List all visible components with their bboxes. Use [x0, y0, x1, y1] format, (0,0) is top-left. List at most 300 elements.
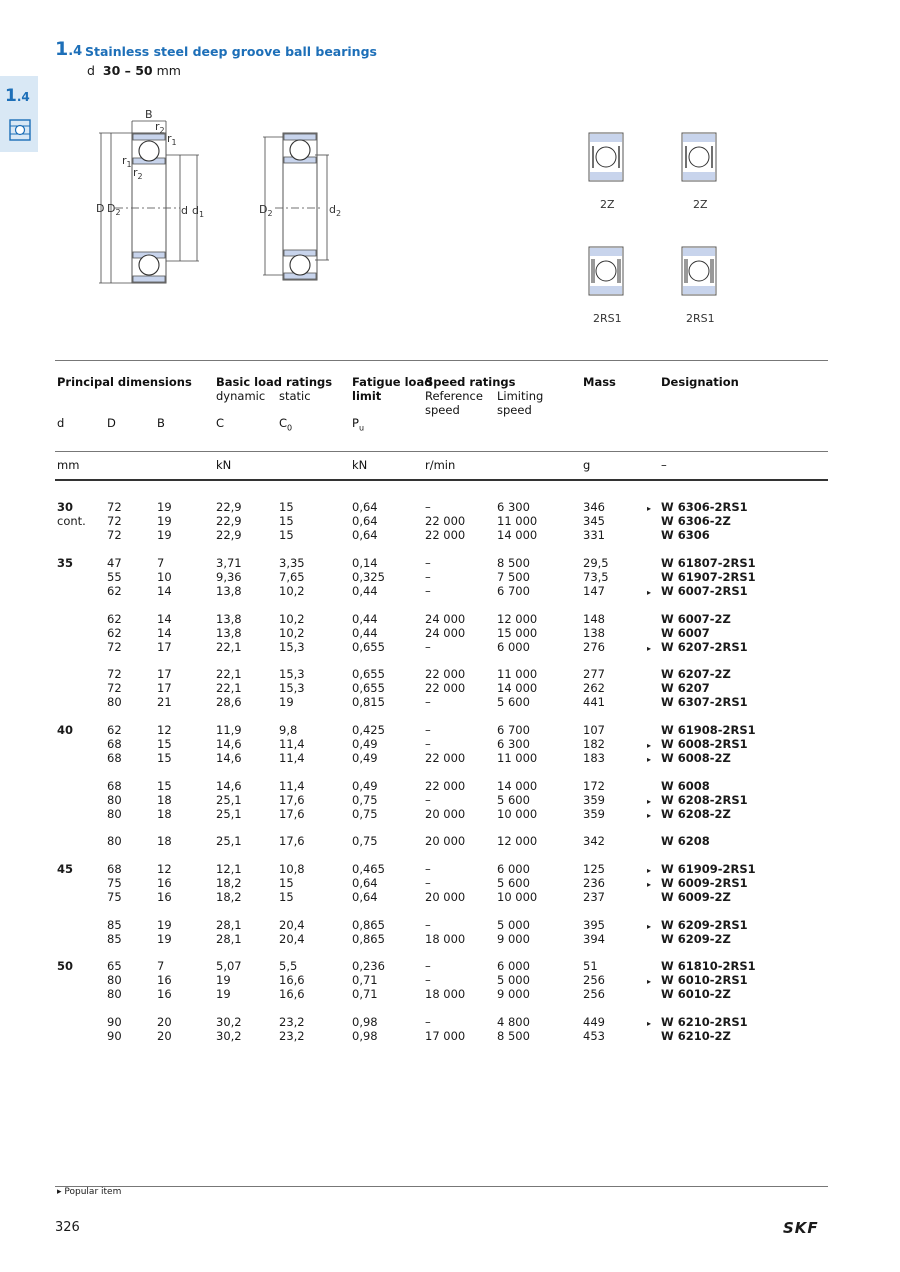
popular-marker-icon: ▸: [647, 922, 652, 931]
cell-mass: 51: [583, 959, 598, 973]
cell-ref: –: [425, 918, 431, 932]
cell-c0: 20,4: [279, 932, 305, 946]
cell-mass: 395: [583, 918, 605, 932]
header-fatigue: Fatigue load: [352, 375, 433, 389]
cell-lim: 7 500: [497, 570, 530, 584]
cell-pu: 0,75: [352, 834, 378, 848]
cell-pu: 0,98: [352, 1015, 378, 1029]
cell-pu: 0,14: [352, 556, 378, 570]
symbol-C: C: [216, 416, 225, 430]
cell-pu: 0,655: [352, 640, 385, 654]
cell-d: 72: [107, 500, 122, 514]
cell-lim: 6 300: [497, 500, 530, 514]
cell-mass: 345: [583, 514, 605, 528]
cell-b: 18: [157, 834, 172, 848]
cell-ref: –: [425, 500, 431, 514]
cell-designation: W 6306-2Z: [661, 514, 731, 528]
cell-d: 62: [107, 723, 122, 737]
cell-b: 15: [157, 737, 172, 751]
cell-c: 5,07: [216, 959, 242, 973]
cell-c0: 23,2: [279, 1015, 305, 1029]
popular-marker-icon: ▸: [647, 797, 652, 806]
cell-designation: W 6007-2RS1: [661, 584, 748, 598]
variant-label: 2Z: [600, 198, 615, 211]
label-D: D: [96, 202, 105, 215]
cell-b: 15: [157, 751, 172, 765]
cell-mass: 359: [583, 793, 605, 807]
cell-d: 50: [57, 959, 74, 973]
cell-c0: 16,6: [279, 987, 305, 1001]
cell-designation: W 6208: [661, 834, 710, 848]
cell-ref: –: [425, 737, 431, 751]
popular-marker-icon: ▸: [647, 1019, 652, 1028]
cell-b: 15: [157, 779, 172, 793]
cell-ref: 22 000: [425, 667, 466, 681]
variant-label: 2Z: [693, 198, 708, 211]
cell-b: 20: [157, 1029, 172, 1043]
cell-d: 75: [107, 876, 122, 890]
cell-pu: 0,49: [352, 751, 378, 765]
cell-pu: 0,425: [352, 723, 385, 737]
cell-d: 45: [57, 862, 74, 876]
cell-d: 62: [107, 612, 122, 626]
cell-mass: 183: [583, 751, 605, 765]
unit-kN: kN: [216, 458, 232, 472]
cell-lim: 11 000: [497, 667, 538, 681]
cell-c: 14,6: [216, 737, 242, 751]
cell-c0: 17,6: [279, 793, 305, 807]
cell-pu: 0,865: [352, 932, 385, 946]
cell-lim: 9 000: [497, 932, 530, 946]
label-D2: $D_2$: [107, 202, 121, 218]
cell-b: 19: [157, 500, 172, 514]
cell-b: 21: [157, 695, 172, 709]
header-mass: Mass: [583, 375, 616, 389]
cell-designation: W 6010-2RS1: [661, 973, 748, 987]
cell-lim: 5 600: [497, 876, 530, 890]
cell-c: 22,9: [216, 528, 242, 542]
label-d2-sealed: $d_2$: [329, 203, 342, 219]
variant-2z-drawing: [588, 132, 626, 184]
cell-d: 80: [107, 834, 122, 848]
cell-c0: 19: [279, 695, 294, 709]
cell-b: 18: [157, 793, 172, 807]
cell-designation: W 6208-2RS1: [661, 793, 748, 807]
cell-designation: W 6009-2RS1: [661, 876, 748, 890]
cell-b: 17: [157, 667, 172, 681]
cell-c: 18,2: [216, 876, 242, 890]
cell-lim: 14 000: [497, 779, 538, 793]
cell-pu: 0,64: [352, 500, 378, 514]
cell-ref: –: [425, 695, 431, 709]
cell-b: 12: [157, 723, 172, 737]
cell-d: 90: [107, 1029, 122, 1043]
cell-c0: 15: [279, 890, 294, 904]
cell-mass: 29,5: [583, 556, 609, 570]
cell-ref: –: [425, 570, 431, 584]
cell-mass: 441: [583, 695, 605, 709]
cell-c0: 20,4: [279, 918, 305, 932]
cell-mass: 236: [583, 876, 605, 890]
cell-c0: 15,3: [279, 681, 305, 695]
cell-mass: 182: [583, 737, 605, 751]
cell-pu: 0,49: [352, 737, 378, 751]
cell-mass: 394: [583, 932, 605, 946]
cell-designation: W 6306-2RS1: [661, 500, 748, 514]
cell-mass: 449: [583, 1015, 605, 1029]
cell-c: 22,9: [216, 514, 242, 528]
popular-marker-icon: ▸: [57, 1187, 62, 1197]
cell-d: 80: [107, 973, 122, 987]
variant-2rs1-drawing: [588, 246, 626, 298]
cell-c0: 10,2: [279, 612, 305, 626]
cell-ref: 18 000: [425, 987, 466, 1001]
cell-ref: 20 000: [425, 890, 466, 904]
cell-ref: –: [425, 793, 431, 807]
cell-designation: W 6209-2Z: [661, 932, 731, 946]
cell-d: 80: [107, 987, 122, 1001]
cell-lim: 12 000: [497, 834, 538, 848]
cell-designation: W 6210-2Z: [661, 1029, 731, 1043]
cell-designation: W 61810-2RS1: [661, 959, 756, 973]
cell-b: 16: [157, 973, 172, 987]
cell-c: 22,1: [216, 640, 242, 654]
cell-ref: –: [425, 640, 431, 654]
cell-d: cont.: [57, 514, 86, 528]
cell-d: 72: [107, 528, 122, 542]
unit-kN: kN: [352, 458, 368, 472]
cell-b: 7: [157, 959, 165, 973]
popular-marker-icon: ▸: [647, 588, 652, 597]
label-r2-top: $r_2$: [155, 120, 165, 136]
page-number: 326: [55, 1220, 80, 1235]
unit-mm: mm: [57, 458, 80, 472]
cell-mass: 346: [583, 500, 605, 514]
cell-lim: 14 000: [497, 681, 538, 695]
table-units-rule: [55, 451, 828, 452]
cell-b: 16: [157, 890, 172, 904]
cell-ref: –: [425, 1015, 431, 1029]
cell-lim: 5 000: [497, 918, 530, 932]
cell-designation: W 6008: [661, 779, 710, 793]
cell-designation: W 61907-2RS1: [661, 570, 756, 584]
cell-c0: 17,6: [279, 834, 305, 848]
cell-ref: 24 000: [425, 612, 466, 626]
cell-lim: 14 000: [497, 528, 538, 542]
cell-pu: 0,465: [352, 862, 385, 876]
cell-d: 72: [107, 667, 122, 681]
cell-pu: 0,865: [352, 918, 385, 932]
cell-designation: W 6008-2Z: [661, 751, 731, 765]
cell-mass: 342: [583, 834, 605, 848]
cell-lim: 6 300: [497, 737, 530, 751]
cell-b: 14: [157, 612, 172, 626]
cell-c0: 15: [279, 528, 294, 542]
variant-2z-drawing-2: [681, 132, 719, 184]
cell-c: 28,1: [216, 918, 242, 932]
header-reference: Reference: [425, 389, 483, 403]
section-number: 1.4: [55, 38, 83, 60]
cell-mass: 73,5: [583, 570, 609, 584]
cell-ref: 22 000: [425, 514, 466, 528]
header-basic-load-ratings: Basic load ratings: [216, 375, 333, 389]
cell-c0: 11,4: [279, 737, 305, 751]
popular-marker-icon: ▸: [647, 504, 652, 513]
popular-marker-icon: ▸: [647, 644, 652, 653]
cell-lim: 5 000: [497, 973, 530, 987]
symbol-D: D: [107, 416, 116, 430]
cell-b: 7: [157, 556, 165, 570]
cell-pu: 0,44: [352, 584, 378, 598]
header-limiting: Limiting: [497, 389, 544, 403]
cell-ref: 24 000: [425, 626, 466, 640]
cell-d: 85: [107, 932, 122, 946]
cell-c: 25,1: [216, 834, 242, 848]
cell-d: 68: [107, 862, 122, 876]
header-reference-speed: speed: [425, 403, 460, 417]
cell-lim: 15 000: [497, 626, 538, 640]
cell-designation: W 6207: [661, 681, 710, 695]
cell-ref: –: [425, 556, 431, 570]
footnote: ▸ Popular item: [57, 1187, 122, 1197]
cell-c: 22,1: [216, 681, 242, 695]
label-r1-top: $r_1$: [167, 132, 177, 148]
cell-pu: 0,44: [352, 626, 378, 640]
cell-pu: 0,655: [352, 667, 385, 681]
symbol-Pu: $P_u$: [352, 416, 365, 433]
cell-ref: 17 000: [425, 1029, 466, 1043]
symbol-d: d: [57, 416, 65, 430]
header-designation: Designation: [661, 375, 739, 389]
cell-c0: 17,6: [279, 807, 305, 821]
dimension-range: d 30 – 50 mm: [87, 63, 181, 78]
cell-c: 25,1: [216, 793, 242, 807]
cell-mass: 256: [583, 987, 605, 1001]
cell-b: 14: [157, 626, 172, 640]
cell-pu: 0,49: [352, 779, 378, 793]
cell-c0: 5,5: [279, 959, 298, 973]
cell-lim: 9 000: [497, 987, 530, 1001]
cell-pu: 0,64: [352, 890, 378, 904]
cell-d: 75: [107, 890, 122, 904]
cell-lim: 6 000: [497, 640, 530, 654]
cell-lim: 11 000: [497, 514, 538, 528]
header-limit: limit: [352, 389, 382, 403]
label-r1-left: $r_1$: [122, 154, 132, 170]
cell-c0: 16,6: [279, 973, 305, 987]
cell-ref: 22 000: [425, 681, 466, 695]
cell-c: 28,6: [216, 695, 242, 709]
cell-d: 62: [107, 626, 122, 640]
cell-pu: 0,236: [352, 959, 385, 973]
cell-mass: 148: [583, 612, 605, 626]
cell-d: 80: [107, 793, 122, 807]
cell-c0: 15,3: [279, 640, 305, 654]
cell-designation: W 6208-2Z: [661, 807, 731, 821]
popular-marker-icon: ▸: [647, 866, 652, 875]
cell-mass: 172: [583, 779, 605, 793]
cell-d: 85: [107, 918, 122, 932]
cell-mass: 138: [583, 626, 605, 640]
cell-c: 28,1: [216, 932, 242, 946]
cell-c0: 10,2: [279, 584, 305, 598]
cell-d: 62: [107, 584, 122, 598]
cell-d: 72: [107, 681, 122, 695]
cell-b: 12: [157, 862, 172, 876]
cell-c: 3,71: [216, 556, 242, 570]
header-limiting-speed: speed: [497, 403, 532, 417]
cell-mass: 359: [583, 807, 605, 821]
cell-b: 20: [157, 1015, 172, 1029]
page-title: Stainless steel deep groove ball bearings: [85, 44, 377, 59]
cell-ref: 22 000: [425, 779, 466, 793]
cell-mass: 276: [583, 640, 605, 654]
cell-pu: 0,64: [352, 528, 378, 542]
cell-designation: W 6207-2Z: [661, 667, 731, 681]
cell-designation: W 6210-2RS1: [661, 1015, 748, 1029]
footer-rule: [55, 1186, 828, 1187]
cell-mass: 262: [583, 681, 605, 695]
cell-pu: 0,75: [352, 807, 378, 821]
cell-designation: W 6207-2RS1: [661, 640, 748, 654]
unit-rpm: r/min: [425, 458, 456, 472]
cell-c: 30,2: [216, 1015, 242, 1029]
cell-mass: 256: [583, 973, 605, 987]
cell-b: 16: [157, 876, 172, 890]
cell-designation: W 61909-2RS1: [661, 862, 756, 876]
cell-d: 35: [57, 556, 74, 570]
cell-designation: W 6209-2RS1: [661, 918, 748, 932]
cell-d: 47: [107, 556, 122, 570]
cell-d: 40: [57, 723, 74, 737]
cell-c0: 10,2: [279, 626, 305, 640]
cell-mass: 125: [583, 862, 605, 876]
cell-ref: 20 000: [425, 807, 466, 821]
label-d1: $d_1$: [192, 204, 205, 220]
cell-designation: W 6010-2Z: [661, 987, 731, 1001]
symbol-C0: $C_0$: [279, 416, 293, 433]
cell-designation: W 6306: [661, 528, 710, 542]
cell-d: 80: [107, 695, 122, 709]
cell-lim: 5 600: [497, 793, 530, 807]
cell-c: 19: [216, 973, 231, 987]
cell-lim: 6 700: [497, 723, 530, 737]
cell-mass: 331: [583, 528, 605, 542]
cell-b: 19: [157, 932, 172, 946]
cell-d: 55: [107, 570, 122, 584]
cell-c0: 11,4: [279, 779, 305, 793]
cell-mass: 237: [583, 890, 605, 904]
cell-c0: 15: [279, 876, 294, 890]
cell-b: 18: [157, 807, 172, 821]
cell-lim: 10 000: [497, 890, 538, 904]
cell-ref: –: [425, 584, 431, 598]
cell-lim: 6 000: [497, 862, 530, 876]
cell-b: 16: [157, 987, 172, 1001]
cell-designation: W 61807-2RS1: [661, 556, 756, 570]
cell-lim: 4 800: [497, 1015, 530, 1029]
cell-c0: 11,4: [279, 751, 305, 765]
skf-logo: SKF: [783, 1219, 819, 1237]
cell-lim: 5 600: [497, 695, 530, 709]
cell-c: 13,8: [216, 626, 242, 640]
cell-pu: 0,75: [352, 793, 378, 807]
cell-c0: 15: [279, 514, 294, 528]
cell-d: 72: [107, 640, 122, 654]
cell-d: 80: [107, 807, 122, 821]
cell-lim: 11 000: [497, 751, 538, 765]
cell-designation: W 6009-2Z: [661, 890, 731, 904]
cell-designation: W 6008-2RS1: [661, 737, 748, 751]
cell-mass: 147: [583, 584, 605, 598]
label-r2-left: $r_2$: [133, 166, 143, 182]
cell-pu: 0,44: [352, 612, 378, 626]
cell-pu: 0,71: [352, 973, 378, 987]
cell-mass: 277: [583, 667, 605, 681]
cell-d: 68: [107, 751, 122, 765]
cell-designation: W 6307-2RS1: [661, 695, 748, 709]
cell-ref: –: [425, 862, 431, 876]
cell-d: 68: [107, 737, 122, 751]
popular-marker-icon: ▸: [647, 755, 652, 764]
cell-d: 72: [107, 514, 122, 528]
cell-ref: 22 000: [425, 528, 466, 542]
cell-ref: –: [425, 723, 431, 737]
cell-c: 22,9: [216, 500, 242, 514]
cell-c: 22,1: [216, 667, 242, 681]
popular-marker-icon: ▸: [647, 741, 652, 750]
cell-c: 25,1: [216, 807, 242, 821]
cell-c0: 10,8: [279, 862, 305, 876]
cell-b: 17: [157, 681, 172, 695]
cell-ref: –: [425, 876, 431, 890]
cell-pu: 0,64: [352, 876, 378, 890]
popular-marker-icon: ▸: [647, 977, 652, 986]
cell-c: 30,2: [216, 1029, 242, 1043]
header-dynamic: dynamic: [216, 389, 266, 403]
cell-c: 14,6: [216, 779, 242, 793]
symbol-B: B: [157, 416, 165, 430]
cell-ref: –: [425, 973, 431, 987]
header-speed-ratings: Speed ratings: [425, 375, 516, 389]
cell-d: 65: [107, 959, 122, 973]
cell-d: 68: [107, 779, 122, 793]
cell-c: 18,2: [216, 890, 242, 904]
cell-c0: 3,35: [279, 556, 305, 570]
cell-ref: 18 000: [425, 932, 466, 946]
side-tab-number: 1.4: [5, 86, 30, 106]
cell-c: 9,36: [216, 570, 242, 584]
cell-designation: W 6007-2Z: [661, 612, 731, 626]
cell-c: 13,8: [216, 584, 242, 598]
label-D2-sealed: $D_2$: [259, 203, 273, 219]
unit-dash: –: [661, 458, 667, 472]
cell-lim: 8 500: [497, 556, 530, 570]
cell-ref: 20 000: [425, 834, 466, 848]
cell-b: 19: [157, 918, 172, 932]
cell-c: 13,8: [216, 612, 242, 626]
cell-c0: 7,65: [279, 570, 305, 584]
cell-designation: W 6007: [661, 626, 710, 640]
cell-mass: 107: [583, 723, 605, 737]
cell-pu: 0,71: [352, 987, 378, 1001]
cell-lim: 6 700: [497, 584, 530, 598]
cell-b: 19: [157, 528, 172, 542]
cell-b: 14: [157, 584, 172, 598]
cell-c: 19: [216, 987, 231, 1001]
cell-c: 14,6: [216, 751, 242, 765]
cell-b: 10: [157, 570, 172, 584]
